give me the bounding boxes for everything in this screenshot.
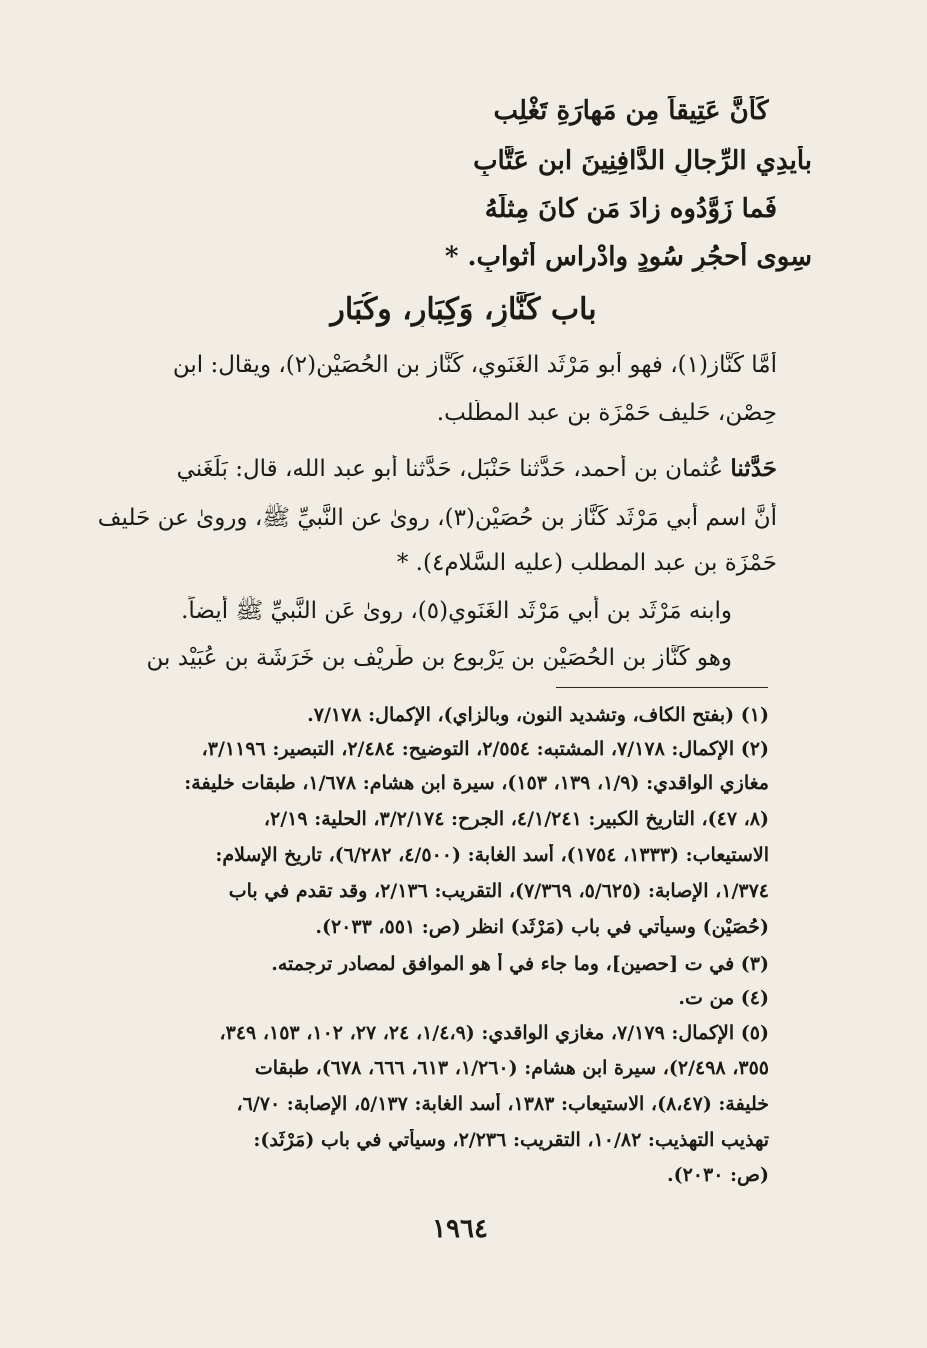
paragraph-2-line-1-text: عُثمان بن أحمد، حَدَّثنا حَنْبَل، حَدَّثنا أبو عبد الله، قال: بَلَغَني xyxy=(176,456,724,482)
paragraph-1-line-2: حِصْن، حَليف حَمْزَة بن عبد المطَّلب. xyxy=(436,400,777,426)
poem-line-3: فَما زَوَّدُوه زادَ مَن كانَ مِثلَهُ xyxy=(484,194,777,224)
footnote-2-line-4: الاستيعاب: (١٣٣٣، ١٧٥٤)، أسد الغابة: (٤/٥٠٠، ٦/٢٨٢)، تاريخ الإسلام: xyxy=(215,844,769,866)
footnote-2-line-6: (حُصَيْن) وسيأتي في باب (مَرْثَد) انظر (ص: ٥٥١، ٢٠٣٣). xyxy=(315,916,769,938)
footnote-3: (٣) في ت [حصين]، وما جاء في أ هو الموافق لمصادر ترجمته. xyxy=(271,953,769,975)
footnote-5-line-5: (ص: ٢٠٣٠). xyxy=(666,1164,769,1186)
paragraph-2-line-2: أنَّ اسم أبي مَرْثَد كَنَّاز بن حُصَيْن(٣)، روىٰ عن النَّبيِّ ﷺ، وروىٰ عن حَليف xyxy=(97,505,777,531)
page-number: ١٩٦٤ xyxy=(432,1214,488,1244)
poem-line-1: كَأَنَّ عَتِيقاً مِن مَهارَةِ تَغْلِب xyxy=(493,96,769,126)
footnote-2-line-5: ١/٣٧٤، الإصابة: (٥/٦٢٥، ٧/٣٦٩)، التقريب: ٢/١٣٦، وقد تقدم في باب xyxy=(228,880,769,902)
paragraph-2-line-3: حَمْزَة بن عبد المطلب (عليه السَّلام٤). * xyxy=(396,550,777,576)
paragraph-2-line-1 xyxy=(77,455,777,482)
footnote-5-line-4: تهذيب التهذيب: ١٠/٨٢، التقريب: ٢/٢٣٦، وسيأتي في باب (مَرْثَد): xyxy=(253,1129,769,1151)
footnote-5-line-3: خليفة: (٨،٤٧)، الاستيعاب: ١٣٨٣، أسد الغابة: ٥/١٣٧، الإصابة: ٦/٧٠، xyxy=(236,1093,769,1115)
chapter-title: باب كَنَّازٍ، وَكِبَارٍ، وكُبَار xyxy=(330,292,597,327)
footnote-2-line-2: مغازي الواقدي: (١/٩، ١٣٩، ١٥٣)، سيرة ابن هشام: ١/٦٧٨، طبقات خليفة: xyxy=(184,772,769,794)
footnote-5-line-1: (٥) الإكمال: ٧/١٧٩، مغازي الواقدي: (١/٤،٩، ٢٤، ٢٧، ١٠٢، ١٥٣، ٣٤٩، xyxy=(219,1022,769,1044)
footnote-separator xyxy=(556,687,768,688)
paragraph-1-line-1: أَمَّا كَنَّاز(١)، فهو أبو مَرْثَد الغَنَوي، كَنَّاز بن الحُصَيْن(٢)، ويقال: ابن xyxy=(172,352,777,378)
footnote-4: (٤) من ت. xyxy=(678,987,769,1009)
paragraph-3-line-1: وابنه مَرْثَد بن أبي مَرْثَد الغَنَوي(٥)، روىٰ عَن النَّبيِّ ﷺ أيضاً. xyxy=(181,598,732,624)
paragraph-2-lead: حَدَّثنا xyxy=(730,455,777,482)
poem-line-4: سِوى أَحجُرٍ سُودٍ وادْراسِ أَثوابِ. * xyxy=(444,242,812,272)
footnote-1: (١) (بفتح الكاف، وتشديد النون، وبالزاي)، الإكمال: ٧/١٧٨. xyxy=(307,704,769,726)
footnote-5-line-2: ٣٥٥، ٢/٤٩٨)، سيرة ابن هشام: (١/٢٦٠، ٦١٣، ٦٦٦، ٦٧٨)، طبقات xyxy=(254,1057,769,1079)
footnote-2-line-1: (٢) الإكمال: ٧/١٧٨، المشتبه: ٢/٥٥٤، التوضيح: ٢/٤٨٤، التبصير: ٣/١١٩٦، xyxy=(201,738,769,760)
footnote-2-line-3: (٨، ٤٧)، التاريخ الكبير: ٤/١/٢٤١، الجرح: ٣/٢/١٧٤، الحلية: ٢/١٩، xyxy=(263,808,769,830)
poem-line-2: بأَيدِي الرِّجالِ الدَّافِنِينَ ابنِ عَتَّابِ xyxy=(473,146,812,176)
paragraph-4-line-1: وهو كَنَّاز بن الحُصَيْن بن يَرْبوع بن طَريْف بن خَرَشَة بن عُبَيْد بن xyxy=(146,645,732,671)
